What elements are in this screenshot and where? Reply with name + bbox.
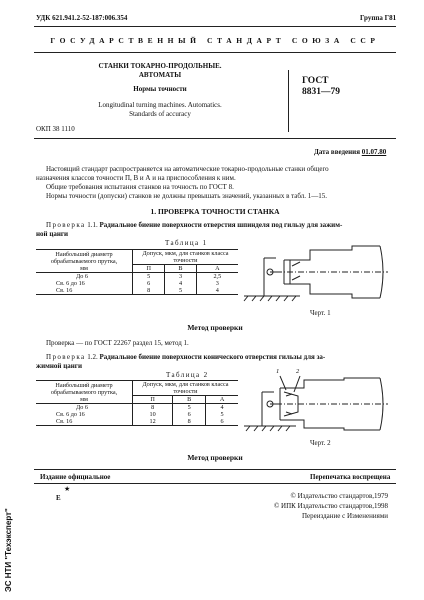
check1-number: 1.1. [87, 221, 98, 229]
official-edition: Издание официальное [40, 473, 111, 481]
copyright-1979: © Издательство стандартов,1979 [290, 492, 388, 500]
table-row: До 6 8 5 4 [36, 404, 238, 412]
header-rule-2 [34, 52, 396, 53]
check2-title-l1: Радиальное биение поверхности конического отверстия гильзы для за- [99, 353, 326, 361]
check1-prefix: Проверка [46, 221, 86, 229]
table1-caption: Таблица 1 [165, 239, 208, 247]
table1-class-v: В [165, 265, 196, 273]
check2-method-heading: Метод проверки [187, 453, 243, 462]
title-divider [288, 70, 289, 132]
check1-title-l1: Радиальное биение поверхности отверстия шпинделя под гильзу для зажим- [99, 221, 343, 229]
header-rule [34, 26, 396, 27]
check1-method-heading: Метод проверки [187, 323, 243, 332]
intro-p2: Общие требования испытания станков на точность по ГОСТ 8. [46, 183, 234, 191]
fig2-label-2: 2 [296, 368, 300, 375]
table1-col1-header: Наибольший диаметр обрабатываемого прутка, мм [36, 250, 133, 273]
doc-title-line1: СТАНКИ ТОКАРНО-ПРОДОЛЬНЫЕ. [98, 62, 222, 70]
drawing-1 [240, 236, 390, 314]
check2-title [46, 353, 325, 362]
doc-subtitle: Нормы точности [133, 85, 187, 93]
group-code: Группа Г81 [360, 14, 397, 22]
check2-number: 1.2. [87, 353, 98, 361]
section1-heading: 1. ПРОВЕРКА ТОЧНОСТИ СТАНКА [150, 207, 280, 216]
intro-date [314, 148, 386, 157]
footer-rule [34, 469, 396, 470]
table-row: До 6 5 3 2,5 [36, 273, 238, 281]
intro-p1-l1: Настоящий стандарт распространяется на автоматические токарно-продольные станки общего [46, 165, 329, 173]
state-standard-title: ГОСУДАРСТВЕННЫЙ СТАНДАРТ СОЮЗА ССР [50, 36, 380, 45]
intro-date-label: Дата введения [314, 148, 360, 156]
edition-letter: Е [56, 494, 61, 502]
table2-col2-header: Допуск, мкм, для станков класса точности [133, 381, 239, 396]
table2-class-a: А [206, 396, 238, 404]
table1-class-a: А [196, 265, 238, 273]
drawing1-caption: Черт. 1 [310, 309, 331, 317]
fig2-label-1: 1 [276, 368, 280, 375]
check1-method-text: Проверка — по ГОСТ 22267 раздел 15, метод 1. [46, 339, 189, 347]
table-row: Св. 16 8 5 4 [36, 287, 238, 295]
gost-label: ГОСТ [302, 76, 329, 86]
reissue-note: Переиздание с Изменениями [301, 512, 388, 520]
table2 [36, 380, 238, 426]
gost-number: 8831—79 [302, 87, 340, 97]
table-row: Св. 6 до 16 10 6 5 [36, 411, 238, 418]
doc-title-en-2: Standards of accuracy [129, 110, 191, 118]
check1-title-l2: ной цанги [36, 230, 69, 238]
table2-class-p: П [133, 396, 173, 404]
copyright-1998: © ИПК Издательство стандартов,1998 [273, 502, 388, 510]
doc-title-en-1: Longitudinal turning machines. Automatics. [98, 101, 222, 109]
side-stamp: ЭС НТИ "Техэксперт" [4, 508, 13, 592]
table1-col2-header: Допуск, мкм, для станков класса точности [133, 250, 239, 265]
star-mark: ★ [64, 485, 71, 493]
reprint-prohibited: Перепечатка воспрещена [310, 473, 391, 481]
title-rule [34, 138, 396, 139]
table-row: Св. 16 12 8 6 [36, 418, 238, 426]
check2-title-l2: жимной цанги [36, 362, 82, 370]
intro-p3: Нормы точности (допуски) станков не должны превышать значений, указанных в табл. 1—15. [46, 192, 328, 200]
table2-caption: Таблица 2 [166, 371, 209, 379]
udc-code: УДК 621.941.2-52-187:006.354 [36, 14, 128, 22]
intro-p1-l2: назначения классов точности П, В и А и на приспособления к ним. [36, 174, 236, 182]
table-row: Св. 6 до 16 6 4 3 [36, 280, 238, 287]
table2-class-v: В [173, 396, 206, 404]
footer-rule-2 [34, 483, 396, 484]
check2-prefix: Проверка [46, 353, 86, 361]
check1-title [46, 221, 342, 230]
table2-col1-header: Наибольший диаметр обрабатываемого прутка, мм [36, 381, 133, 404]
okp-code: ОКП 38 1110 [36, 125, 75, 133]
doc-title-line2: АВТОМАТЫ [138, 71, 182, 79]
intro-date-value: 01.07.80 [361, 148, 387, 156]
drawing2-caption: Черт. 2 [310, 439, 331, 447]
table1-class-p: П [133, 265, 165, 273]
drawing-2 [240, 370, 390, 446]
table1 [36, 249, 238, 295]
